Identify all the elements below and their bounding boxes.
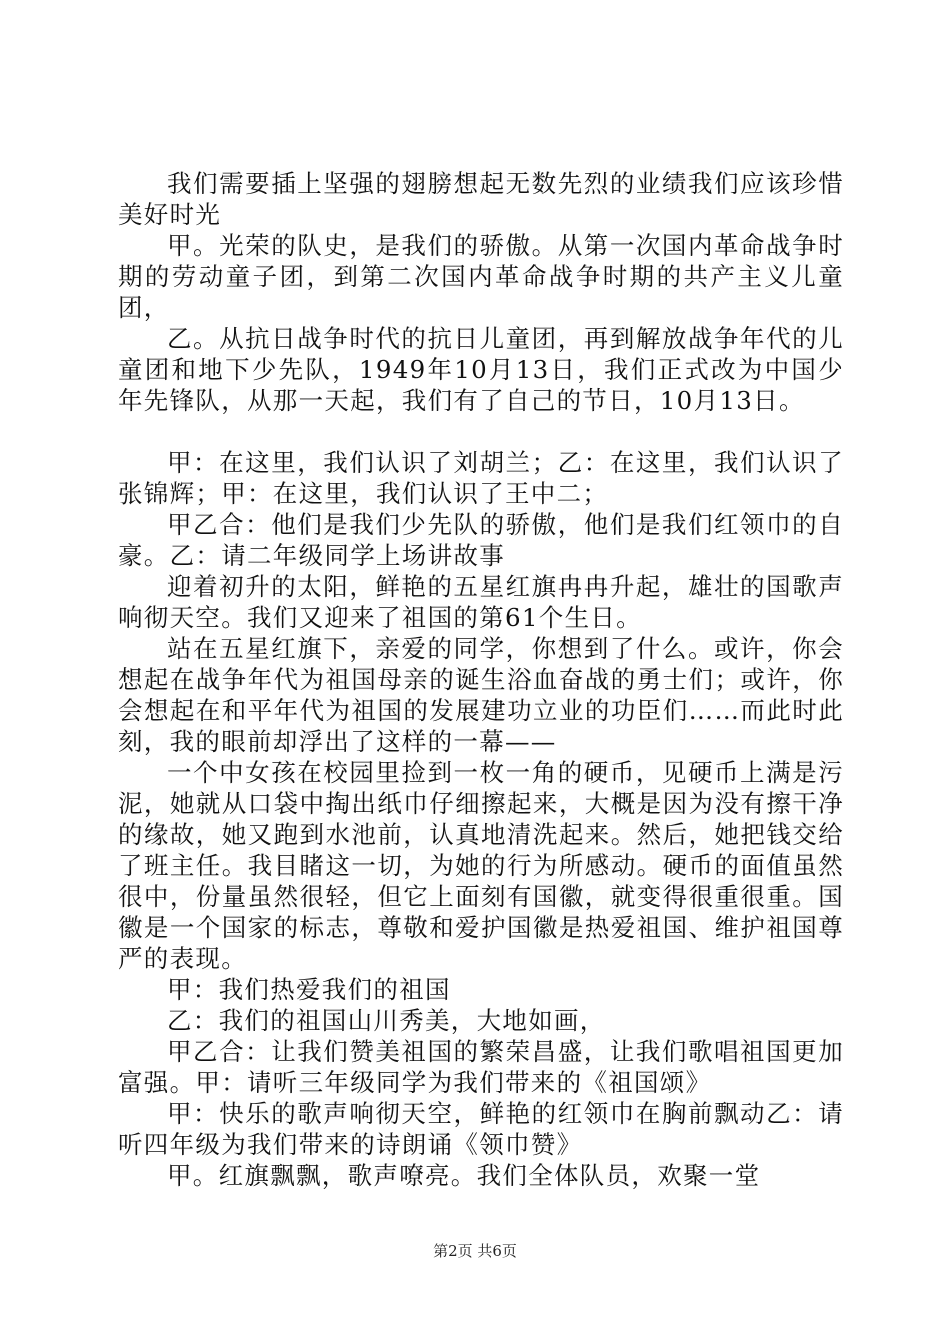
page-number-footer: 第2页 共6页	[433, 1242, 517, 1260]
paragraph: 甲：在这里，我们认识了刘胡兰；乙：在这里，我们认识了张锦辉；甲：在这里，我们认识了王中二；	[118, 448, 844, 508]
paragraph: 甲：我们热爱我们的祖国	[167, 975, 451, 1004]
paragraph: 站在五星红旗下，亲爱的同学，你想到了什么。或许，你会想起在战争年代为祖国母亲的诞生浴血奋战的勇士们；或许，你会想起在和平年代为祖国的发展建功立业的功臣们……而此时此刻，我的眼前却浮出了这样的一幕——	[118, 634, 844, 756]
paragraph: 甲。红旗飘飘，歌声嘹亮。我们全体队员，欢聚一堂	[167, 1161, 761, 1190]
paragraph: 甲。光荣的队史，是我们的骄傲。从第一次国内革命战争时期的劳动童子团，到第二次国内革命战争时期的共产主义儿童团，	[118, 231, 844, 322]
document-body	[118, 168, 844, 1191]
paragraph: 甲：快乐的歌声响彻天空，鲜艳的红领巾在胸前飘动乙：请听四年级为我们带来的诗朗诵《领巾赞》	[118, 1099, 844, 1159]
paragraph: 甲乙合：让我们赞美祖国的繁荣昌盛，让我们歌唱祖国更加富强。甲：请听三年级同学为我们带来的《祖国颂》	[118, 1037, 844, 1097]
paragraph: 我们需要插上坚强的翅膀想起无数先烈的业绩我们应该珍惜美好时光	[118, 169, 844, 229]
paragraph: 甲乙合：他们是我们少先队的骄傲，他们是我们红领巾的自豪。乙：请二年级同学上场讲故事	[118, 510, 844, 570]
paragraph: 迎着初升的太阳，鲜艳的五星红旗冉冉升起，雄壮的国歌声响彻天空。我们又迎来了祖国的第61个生日。	[118, 572, 844, 632]
paragraph: 乙：我们的祖国山川秀美，大地如画，	[167, 1006, 606, 1035]
paragraph: 一个中女孩在校园里捡到一枚一角的硬币，见硬币上满是污泥，她就从口袋中掏出纸巾仔细擦起来，大概是因为没有擦干净的缘故，她又跑到水池前，认真地清洗起来。然后，她把钱交给了班主任。我目睹这一切，为她的行为所感动。硬币的面值虽然很中，份量虽然很轻，但它上面刻有国徽，就变得很重很重。国徽是一个国家的标志，尊敬和爱护国徽是热爱祖国、维护祖国尊严的表现。	[118, 758, 844, 973]
paragraph: 乙。从抗日战争时代的抗日儿童团，再到解放战争年代的儿童团和地下少先队，1949年10月13日，我们正式改为中国少年先锋队，从那一天起，我们有了自己的节日，10月13日。	[118, 324, 844, 415]
